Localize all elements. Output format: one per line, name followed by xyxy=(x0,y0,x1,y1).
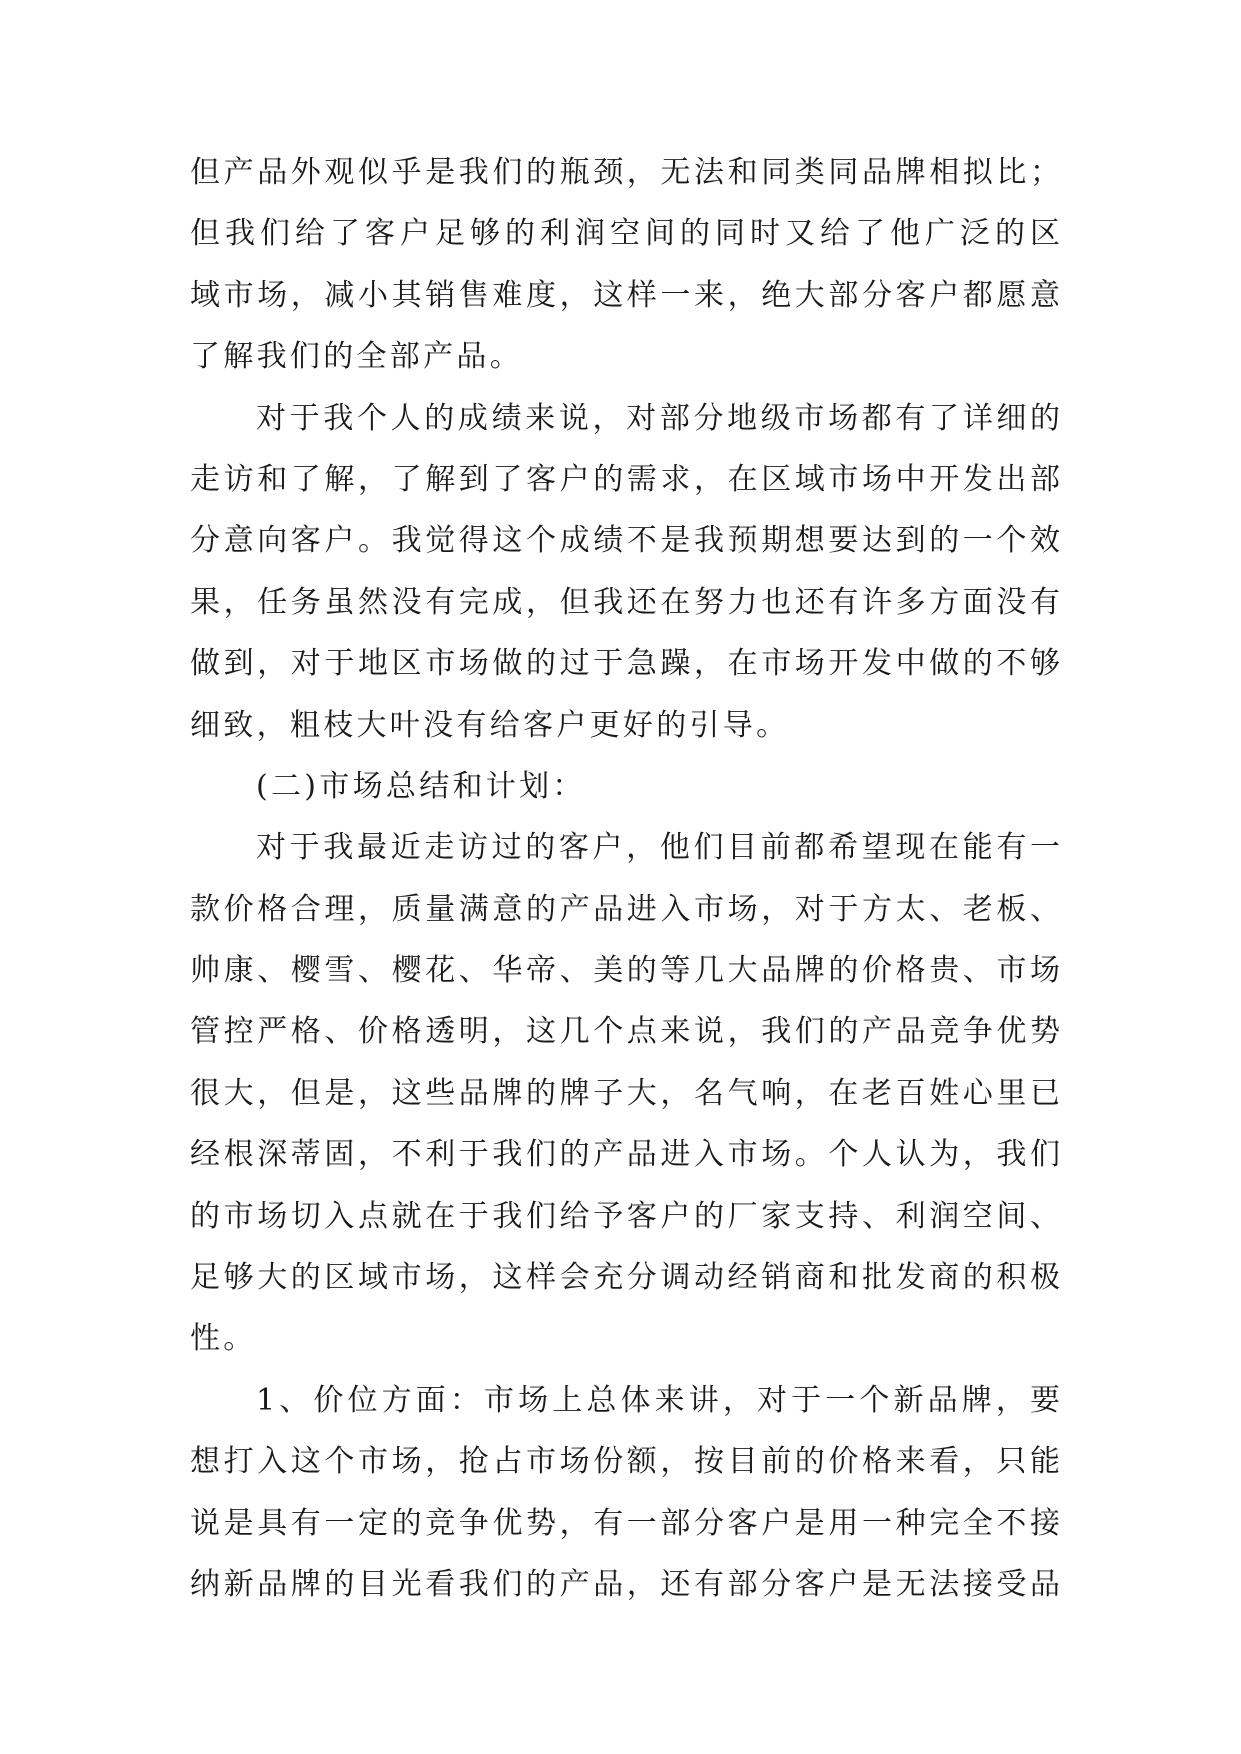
text-line: 但产品外观似乎是我们的瓶颈，无法和同类同品牌相拟比； xyxy=(190,155,1060,190)
text-line: 管控严格、价格透明，这几个点来说，我们的产品竞争优势 xyxy=(190,1014,1060,1050)
text-line: 域市场，减小其销售难度，这样一来，绝大部分客户都愿意 xyxy=(190,277,1060,313)
text-line: 足够大的区域市场，这样会充分调动经销商和批发商的积极 xyxy=(190,1260,1060,1296)
section-heading: (二)市场总结和计划： xyxy=(256,768,586,804)
text-line: 说是具有一定的竞争优势，有一部分客户是用一种完全不接 xyxy=(190,1505,1060,1541)
text-line: 很大，但是，这些品牌的牌子大，名气响，在老百姓心里已 xyxy=(190,1075,1060,1111)
text-line: 款价格合理，质量满意的产品进入市场，对于方太、老板、 xyxy=(190,891,1060,927)
text-line: 细致，粗枝大叶没有给客户更好的引导。 xyxy=(190,707,790,743)
text-line: 性。 xyxy=(190,1321,257,1357)
text-line: 果，任务虽然没有完成，但我还在努力也还有许多方面没有 xyxy=(190,584,1060,620)
text-line: 经根深蒂固，不利于我们的产品进入市场。个人认为，我们 xyxy=(190,1137,1060,1173)
text-line: 想打入这个市场，抢占市场份额，按目前的价格来看，只能 xyxy=(190,1444,1060,1480)
paragraph-first-line: 1、价位方面：市场上总体来讲，对于一个新品牌，要 xyxy=(256,1382,1060,1418)
text-line: 的市场切入点就在于我们给予客户的厂家支持、利润空间、 xyxy=(190,1198,1060,1234)
text-line: 了解我们的全部产品。 xyxy=(190,339,523,375)
document-body xyxy=(190,142,1060,1615)
paragraph-first-line: 对于我个人的成绩来说，对部分地级市场都有了详细的 xyxy=(256,400,1060,436)
paragraph-first-line: 对于我最近走访过的客户，他们目前都希望现在能有一 xyxy=(256,830,1060,866)
text-line: 纳新品牌的目光看我们的产品，还有部分客户是无法接受品 xyxy=(190,1566,1060,1602)
text-line: 帅康、樱雪、樱花、华帝、美的等几大品牌的价格贵、市场 xyxy=(190,953,1060,989)
text-line: 走访和了解，了解到了客户的需求，在区域市场中开发出部 xyxy=(190,461,1060,497)
text-line: 但我们给了客户足够的利润空间的同时又给了他广泛的区 xyxy=(190,216,1060,252)
text-line: 分意向客户。我觉得这个成绩不是我预期想要达到的一个效 xyxy=(190,523,1060,559)
text-line: 做到，对于地区市场做的过于急躁，在市场开发中做的不够 xyxy=(190,646,1060,682)
